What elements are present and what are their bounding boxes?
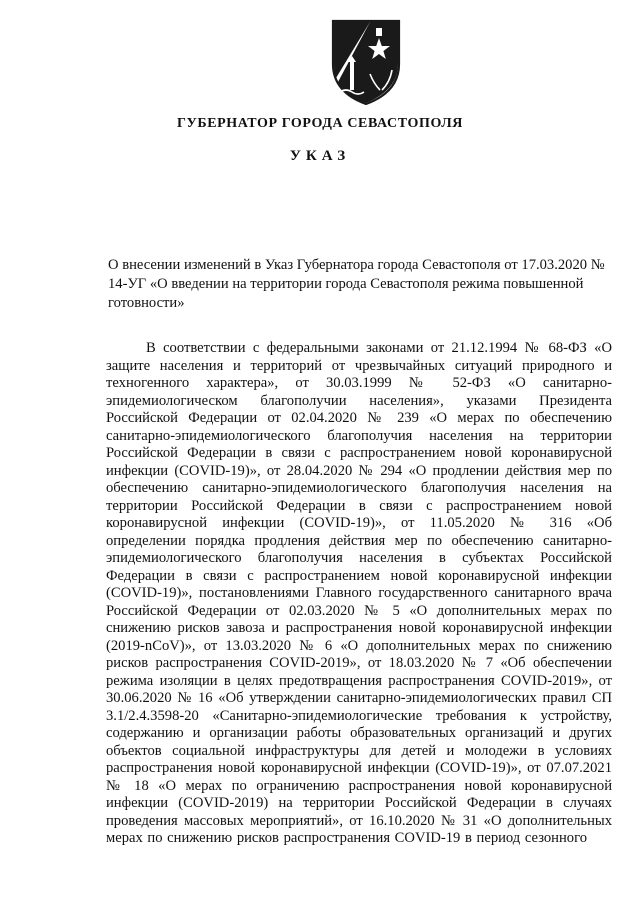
issuing-authority: ГУБЕРНАТОР ГОРОДА СЕВАСТОПОЛЯ [176, 116, 464, 131]
sevastopol-coat-of-arms-icon [330, 18, 402, 106]
monument-column [350, 62, 354, 90]
document-subject: О внесении изменений в Указ Губернатора города Севастополя от 17.03.2020 № 14-УГ «О введении на территории города Севастополя режима повышенной готовности» [108, 257, 605, 311]
medal-ribbon [376, 28, 382, 36]
document-type-title: УКАЗ [289, 148, 351, 164]
body-paragraph: В соответствии с федеральными законами от 21.12.1994 № 68-ФЗ «О защите населения и территорий от чрезвычайных ситуаций природного и техногенного характера», от 30.03.1999 № 52-ФЗ «О санитарно-эпидемиологическом благополучии населения», указами Президента Российской Федерации от 02.04.2020 № 239 «О мерах по обеспечению санитарно-эпидемиологического благополучия населения на территории Российской Федерации в связи с распространением новой коронавирусной инфекции (COVID-19)», от 28.04.2020 № 294 «О продлении действия мер по обеспечению санитарно-эпидемиологического благополучия населения на территории Российской Федерации в связи с распространением новой коронавирусной инфекции (COVID-19)», от 11.05.2020 № 316 «Об определении порядка продления действия мер по обеспечению санитарно-эпидемиологического благополучия населения в субъектах Российской Федерации в связи с распространением новой коронавирусной инфекции (COVID-19)», постановлениями Главного государственного санитарного врача Российской Федерации от 02.03.2020 № 5 «О дополнительных мерах по снижению рисков завоза и распространения новой коронавирусной инфекции (2019-nCoV)», от 13.03.2020 № 6 «О дополнительных мерах по снижению рисков распространения COVID-2019», от 18.03.2020 № 7 «Об обеспечении режима изоляции в целях предотвращения распространения COVID-2019», от 30.06.2020 № 16 «Об утверждении санитарно-эпидемиологических правил СП 3.1/2.4.3598-20 «Санитарно-эпидемиологические требования к устройству, содержанию и организации работы образовательных организаций и других объектов социальной инфраструктуры для детей и молодежи в условиях распространения новой коронавирусной инфекции (COVID-19)», от 07.07.2021 № 18 «О мерах по ограничению распространения новой коронавирусной инфекции (COVID-2019) на территории Российской Федерации в случаях проведения массовых мероприятий», от 16.10.2020 № 31 «О дополнительных мерах по снижению рисков распространения COVID-19 в период сезонного [106, 340, 612, 846]
